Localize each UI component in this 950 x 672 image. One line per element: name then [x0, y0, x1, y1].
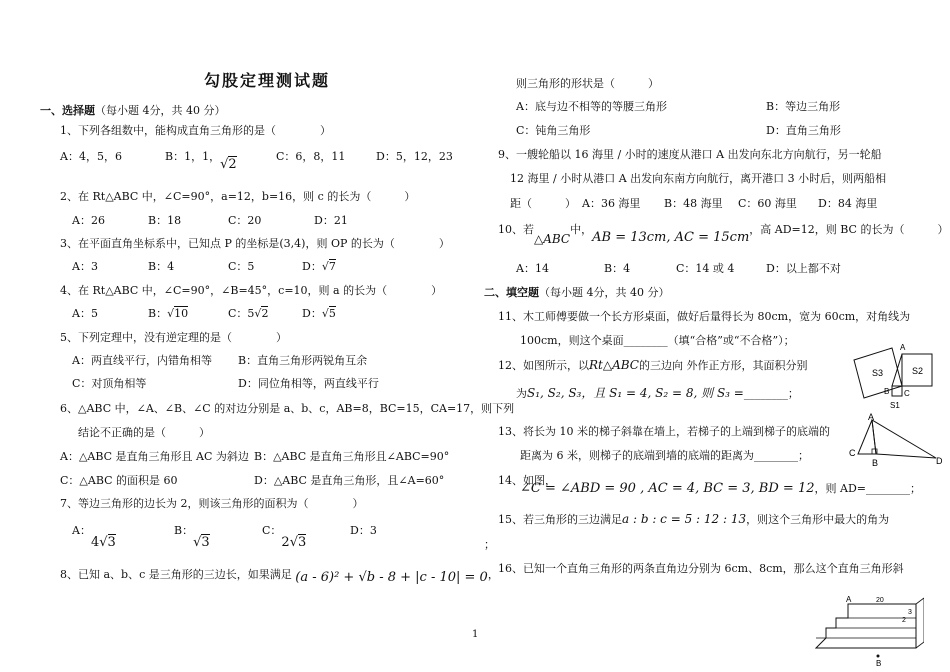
q8-stem: 8、已知 a、b、c 是三角形的三边长，如果满足 (a - 6)² + √b - 8 + |c - 10| = 0，: [60, 568, 499, 585]
q1-option-a: A：4，5，6: [60, 150, 122, 163]
q10-option-c: C：14 或 4: [676, 262, 735, 275]
q14-condition-line: ∠C = ∠ABD = 90 , AC = 4, BC = 3, BD = 12，则 AD=________；: [520, 481, 921, 496]
q10-option-d: D：以上都不对: [766, 262, 841, 275]
q12-vars: S₁, S₂, S₃: [527, 386, 582, 400]
q5-option-d: D：同位角相等，两直线平行: [238, 377, 379, 390]
label-c: C: [904, 389, 910, 398]
section-2-note: （每小题 4分，共 40 分）: [539, 286, 670, 299]
label-3: 3: [908, 609, 912, 616]
q10-option-a: A：14: [516, 262, 549, 275]
q14-figure: [846, 412, 946, 470]
q8-stem-line2: 则三角形的形状是（ ）: [516, 77, 659, 90]
q7-option-b: B：√3: [174, 524, 210, 550]
q3-option-c: C：5: [228, 260, 255, 273]
q9-option-d: D：84 海里: [818, 197, 878, 210]
q2-option-a: A：26: [72, 214, 105, 227]
q15-line2: ；: [484, 538, 495, 551]
section-1-note: （每小题 4分，共 40 分）: [95, 104, 226, 117]
label-a: A: [900, 343, 906, 352]
q3-option-a: A：3: [72, 260, 98, 273]
triangles: [858, 420, 936, 458]
q11-line2: 100cm，则这个桌面________（填“合格”或“不合格”）；: [520, 334, 795, 347]
label-b: B: [884, 387, 890, 396]
label-20: 20: [876, 597, 884, 604]
q4-option-b: B：√10: [148, 307, 189, 320]
label-2: 2: [902, 617, 906, 624]
label-c: C: [849, 448, 856, 458]
q5-stem: 5、下列定理中，没有逆定理的是（ ）: [60, 331, 287, 344]
q3-d-radicand: 7: [328, 260, 336, 273]
label-d: D: [936, 456, 943, 466]
q5-option-c: C：对顶角相等: [72, 377, 147, 390]
q6-option-b: B：△ABC 是直角三角形且∠ABC=90°: [254, 450, 450, 463]
q5-option-a: A：两直线平行，内错角相等: [72, 354, 212, 367]
point-b-dot: [877, 655, 880, 658]
q8-formula: (a - 6)² + √b - 8 + |c - 10| = 0: [295, 570, 488, 585]
stairs-outline: [816, 604, 916, 648]
q5-option-b: B：直角三角形两锐角互余: [238, 354, 368, 367]
q14-condition: ∠C = ∠ABD = 90 , AC = 4, BC = 3, BD = 12: [520, 481, 815, 496]
q7-c-radicand: 3: [298, 535, 307, 550]
q8-option-a: A：底与边不相等的等腰三角形: [516, 100, 667, 113]
section-2-header: [484, 286, 670, 300]
q10-triangle: △ABC: [534, 232, 571, 246]
q4-option-a: A：5: [72, 307, 98, 320]
q7-b-radicand: 3: [201, 535, 210, 550]
label-b: B: [872, 458, 879, 468]
page-title: 勾股定理测试题: [204, 71, 331, 90]
q4-d-radicand: 5: [328, 307, 336, 320]
q2-option-c: C：20: [228, 214, 262, 227]
q10-option-b: B：4: [604, 262, 631, 275]
q14-stem: 14、如图，: [498, 474, 556, 487]
section-1-heading: 一、选择题: [40, 104, 95, 117]
q10-stem: 10、若△ABC中，AB = 13cm, AC = 15cm，高 AD=12，则 BC 的长为（ ）: [498, 223, 949, 246]
page-number: 1: [472, 629, 479, 640]
q12-rt-triangle: Rt△ABC: [589, 358, 639, 372]
q1-option-c: C：6，8，11: [276, 150, 346, 163]
q11-line1: 11、木工师傅要做一个长方形桌面，做好后量得长为 80cm，宽为 60cm，对角线为: [498, 310, 911, 323]
q12-line2: 为S₁, S₂, S₃，且 S₁ = 4, S₂ = 8, 则 S₃ =________；: [516, 386, 799, 400]
q13-line2: 距离为 6 米，则梯子的底端到墙的底端的距离为________；: [520, 449, 809, 462]
q4-option-d: D：√5: [302, 307, 336, 320]
q1-option-d: D：5，12，23: [376, 150, 453, 163]
q6-option-c: C：△ABC 的面积是 60: [60, 474, 178, 487]
q9-option-a: A：36 海里: [582, 197, 641, 210]
q15-ratio: a : b : c = 5 : 12 : 13: [622, 512, 747, 526]
q8-option-d: D：直角三角形: [766, 124, 841, 137]
q2-stem: 2、在 Rt△ABC 中，∠C=90°，a=12，b=16，则 c 的长为（ ）: [60, 190, 416, 203]
q4-c-radicand: 2: [261, 307, 269, 320]
q7-option-d: D：3: [350, 524, 377, 537]
q8-option-b: B：等边三角形: [766, 100, 841, 113]
q7-option-c: C：2√3: [262, 524, 307, 550]
q1-b-radicand: 2: [228, 157, 237, 172]
q2-option-d: D：21: [314, 214, 348, 227]
q1-option-b: B：1，1，√2: [165, 150, 237, 172]
q3-stem: 3、在平面直角坐标系中，已知点 P 的坐标是(3,4)，则 OP 的长为（ ）: [60, 237, 450, 250]
section-2-heading: 二、填空题: [484, 286, 539, 299]
q12-figure: [846, 340, 938, 412]
q10-condition: AB = 13cm, AC = 15cm: [592, 230, 750, 245]
q7-stem: 7、等边三角形的边长为 2，则该三角形的面积为（ ）: [60, 497, 364, 510]
q6-stem: 6、△ABC 中，∠A、∠B、∠C 的对边分别是 a、b、c，AB=8，BC=15，CA=17，则下列: [60, 402, 515, 415]
q12-blank: ________: [743, 387, 788, 400]
q9-option-b: B：48 海里: [664, 197, 723, 210]
q3-option-b: B：4: [148, 260, 175, 273]
label-s2: S2: [912, 366, 924, 376]
label-a: A: [868, 412, 875, 422]
section-1-header: [40, 104, 226, 118]
q6-stem-line2: 结论不正确的是（ ）: [78, 426, 210, 439]
q9-stem-line3: 距（ ）: [510, 197, 576, 210]
label-b: B: [876, 659, 882, 668]
q9-option-c: C：60 海里: [738, 197, 797, 210]
label-a: A: [846, 595, 852, 604]
q16-line1: 16、已知一个直角三角形的两条直角边分别为 6cm、8cm，那么这个直角三角形斜: [498, 562, 904, 575]
q9-stem: 9、一艘轮船以 16 海里 / 小时的速度从港口 A 出发向东北方向航行，另一轮船: [498, 148, 882, 161]
q1-stem: 1、下列各组数中，能构成直角三角形的是（ ）: [60, 124, 331, 137]
q8-option-c: C：钝角三角形: [516, 124, 591, 137]
q4-b-radicand: 10: [174, 307, 189, 320]
q7-option-a: A：4√3: [72, 524, 116, 550]
label-s3: S3: [872, 368, 884, 378]
q6-option-d: D：△ABC 是直角三角形，且∠A=60°: [254, 474, 445, 487]
q4-option-c: C：5√2: [228, 307, 269, 320]
q7-a-radicand: 3: [107, 535, 116, 550]
q4-stem: 4、在 Rt△ABC 中，∠C=90°，∠B=45°，c=10，则 a 的长为（ ）: [60, 284, 443, 297]
label-s1: S1: [890, 401, 900, 410]
q2-option-b: B：18: [148, 214, 182, 227]
q13-line1: 13、将长为 10 米的梯子斜靠在墙上，若梯子的上端到梯子的底端的: [498, 425, 830, 438]
q6-option-a: A：△ABC 是直角三角形且 AC 为斜边: [60, 450, 249, 463]
q9-stem-line2: 12 海里 / 小时从港口 A 出发向东南方向航行，离开港口 3 小时后，则两船相: [510, 172, 887, 185]
q16-figure: [812, 592, 924, 668]
q3-option-d: D：√7: [302, 260, 336, 273]
q15-line1: 15、若三角形的三边满足a : b : c = 5 : 12 : 13，则这个三角形中最大的角为: [498, 512, 890, 526]
q12-condition: ，且 S₁ = 4, S₂ = 8, 则 S₃ =: [581, 386, 744, 400]
q12-line1: 12、如图所示，以Rt△ABC的三边向 外作正方形，其面积分别: [498, 358, 808, 372]
